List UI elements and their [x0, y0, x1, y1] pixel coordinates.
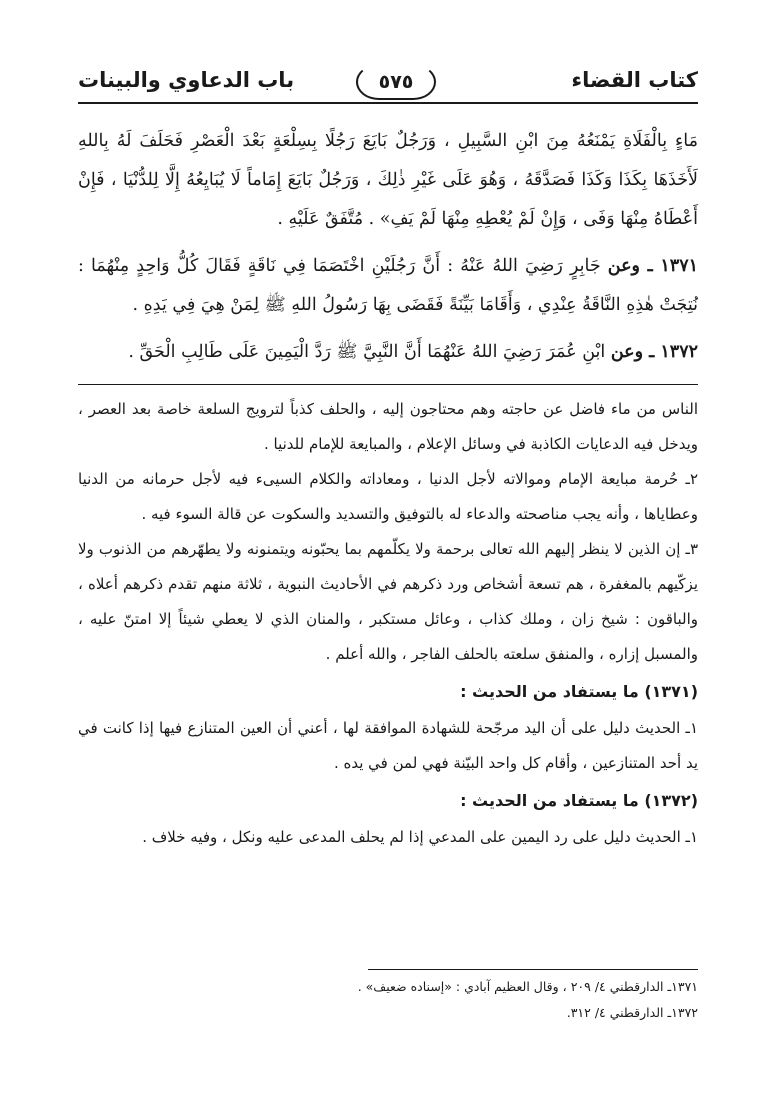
hadith-number: ١٣٧٢ ـ وعن	[610, 342, 698, 362]
hadith-continuation: مَاءٍ بِالْفَلَاةِ يَمْنَعُهُ مِنَ ابْنِ السَّبِيلِ ، وَرَجُلٌ بَايَعَ رَجُلًا بِسِلْعَةٍ بَعْدَ الْعَصْرِ فَحَلَفَ لَهُ بِاللهِ لَأَخَذَهَا بِكَذَا وَكَذَا فَصَدَّقَهُ ، وَهُوَ عَلَى غَيْرِ ذٰلِكَ ، وَرَجُلٌ بَايَعَ إِمَاماً لَا يُبَايِعُهُ إِلَّا لِلدُّنْيَا ، فَإِنْ أَعْطَاهُ مِنْهَا وَفَى ، وَإِنْ لَمْ يُعْطِهِ مِنْهَا لَمْ يَفِ» . مُتَّفَقٌ عَلَيْهِ .	[78, 131, 698, 229]
footnote-1372: ١٣٧٢ـ الدارقطني ٤/ ٣١٢.	[566, 1005, 698, 1020]
commentary	[78, 392, 698, 855]
benefits-heading-1371: (١٣٧١) ما يستفاد من الحديث :	[460, 682, 698, 701]
page-number: ٥٧٥	[356, 64, 436, 100]
hadith-body: ابْنِ عُمَرَ رَضِيَ اللهُ عَنْهُمَا أَنَّ النَّبِيَّ ﷺ رَدَّ الْيَمِينَ عَلَى طَالِبِ الْحَقِّ .	[128, 342, 611, 362]
footnote-1371: ١٣٧١ـ الدارقطني ٤/ ٢٠٩ ، وقال العظيم آبادي : «إسناده ضعيف» .	[357, 979, 698, 994]
hadith-1371	[78, 247, 698, 325]
footnotes	[78, 974, 698, 1026]
note-3: ٣ـ إن الذين لا ينظر إليهم الله تعالى برحمة ولا يكلّمهم بما يحبّونه ويتمنونه ولا يطهّرهم من الذنوب ولا يزكّيهم بالمغفرة ، هم تسعة أشخاص ورد ذكرهم في الأحاديث النبوية ، ثلاثة منهم تقدم ذكرهم أعلاه ، والباقون : شيخ زان ، وملك كذاب ، وعائل مستكبر ، والمنان الذي لا يعطي شيئاً إلا امتنّ عليه ، والمسبل إزاره ، والمنفق سلعته بالحلف الفاجر ، والله أعلم .	[78, 540, 698, 663]
footnote-rule	[368, 969, 698, 970]
hadith-body: جَابِرٍ رَضِيَ اللهُ عَنْهُ : أَنَّ رَجُلَيْنِ اخْتَصَمَا فِي نَاقَةٍ فَقَالَ كُلُّ وَاحِدٍ مِنْهُمَا : نُتِجَتْ هٰذِهِ النَّاقَةُ عِنْدِي ، وَأَقَامَا بَيِّنَةً فَقَضَى بِهَا رَسُولُ اللهِ ﷺ لِمَنْ هِيَ فِي يَدِهِ .	[78, 256, 698, 315]
page-header	[78, 58, 698, 114]
benefits-heading-1372: (١٣٧٢) ما يستفاد من الحديث :	[460, 791, 698, 810]
note-2: ٢ـ حُرمة مبايعة الإمام وموالاته لأجل الدنيا ، ومعاداته والكلام السيىء فيه لأجل حرمانه من الدنيا وعطاياها ، وأنه يجب مناصحته والدعاء له بالتوفيق والتسديد والسكوت عن قالة السوء فيه .	[78, 470, 698, 523]
hadith-1372	[78, 333, 698, 372]
hadith-text	[78, 122, 698, 380]
commentary-divider	[78, 384, 698, 385]
header-rule	[78, 102, 698, 104]
section-title: باب الدعاوي والبينات	[78, 68, 295, 92]
chapter-title: كتاب القضاء	[571, 68, 698, 92]
benefit-1371: ١ـ الحديث دليل على أن اليد مرجّحة للشهادة الموافقة لها ، أعني أن العين المتنازع فيها إذا كانت في يد أحد المتنازعين ، وأقام كل واحد البيّنة فهي لمن في يده .	[78, 719, 698, 772]
note-continuation: الناس من ماء فاضل عن حاجته وهم محتاجون إليه ، والحلف كذباً لترويج السلعة خاصة بعد العصر ، ويدخل فيه الدعايات الكاذبة في وسائل الإعلام ، والمبايعة للإمام للدنيا .	[78, 400, 698, 453]
benefit-1372: ١ـ الحديث دليل على رد اليمين على المدعي إذا لم يحلف المدعى عليه ونكل ، وفيه خلاف .	[142, 828, 698, 846]
hadith-number: ١٣٧١ ـ وعن	[607, 256, 699, 276]
